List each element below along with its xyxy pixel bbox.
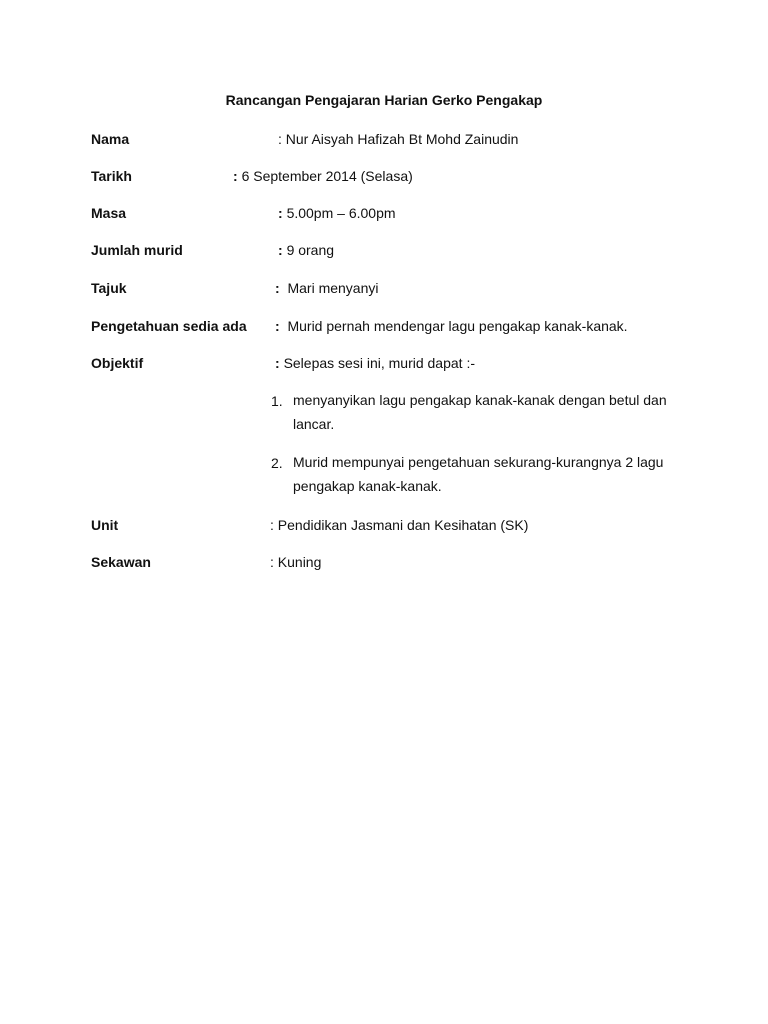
sekawan-colon: :	[270, 554, 274, 570]
unit-value-row	[270, 517, 528, 533]
jumlah-murid-value: 9 orang	[286, 242, 335, 258]
objective-2-text: Murid mempunyai pengetahuan sekurang-kurangnya 2 lagu pengakap kanak-kanak.	[293, 454, 664, 494]
sekawan-value-row	[270, 554, 321, 570]
jumlah-murid-label: Jumlah murid	[91, 242, 183, 258]
tarikh-label: Tarikh	[91, 168, 132, 184]
objektif-value-row	[275, 355, 475, 371]
unit-value: Pendidikan Jasmani dan Kesihatan (SK)	[277, 517, 529, 533]
masa-label: Masa	[91, 205, 127, 221]
pengetahuan-label: Pengetahuan sedia ada	[91, 318, 247, 334]
unit-colon: :	[270, 517, 274, 533]
masa-colon: :	[278, 205, 283, 221]
tarikh-colon: :	[233, 168, 238, 184]
pengetahuan-colon: :	[275, 318, 280, 334]
nama-value-row	[278, 131, 518, 147]
tajuk-value: Mari menyanyi	[287, 280, 379, 296]
jumlah-murid-colon: :	[278, 242, 283, 258]
unit-label: Unit	[91, 517, 119, 533]
sekawan-label: Sekawan	[91, 554, 151, 570]
tarikh-value: 6 September 2014 (Selasa)	[241, 168, 413, 184]
objektif-colon: :	[275, 355, 280, 371]
objektif-value: Selepas sesi ini, murid dapat :-	[283, 355, 475, 371]
pengetahuan-value-row	[275, 318, 628, 334]
tajuk-colon: :	[275, 280, 280, 296]
tarikh-value-row	[233, 168, 413, 184]
pengetahuan-value: Murid pernah mendengar lagu pengakap kanak-kanak.	[287, 318, 628, 334]
objective-1-number: 1.	[271, 393, 283, 409]
objektif-label: Objektif	[91, 355, 144, 371]
masa-value: 5.00pm – 6.00pm	[286, 205, 396, 221]
tajuk-label: Tajuk	[91, 280, 127, 296]
sekawan-value: Kuning	[277, 554, 322, 570]
objective-2-number: 2.	[271, 455, 283, 471]
tajuk-value-row	[275, 280, 378, 296]
jumlah-murid-value-row	[278, 242, 334, 258]
objective-1-text: menyanyikan lagu pengakap kanak-kanak dengan betul dan lancar.	[293, 392, 667, 432]
nama-label: Nama	[91, 131, 130, 147]
masa-value-row	[278, 205, 396, 221]
nama-colon: :	[278, 131, 282, 147]
document-title: Rancangan Pengajaran Harian Gerko Pengakap	[225, 92, 543, 108]
nama-value: Nur Aisyah Hafizah Bt Mohd Zainudin	[285, 131, 519, 147]
